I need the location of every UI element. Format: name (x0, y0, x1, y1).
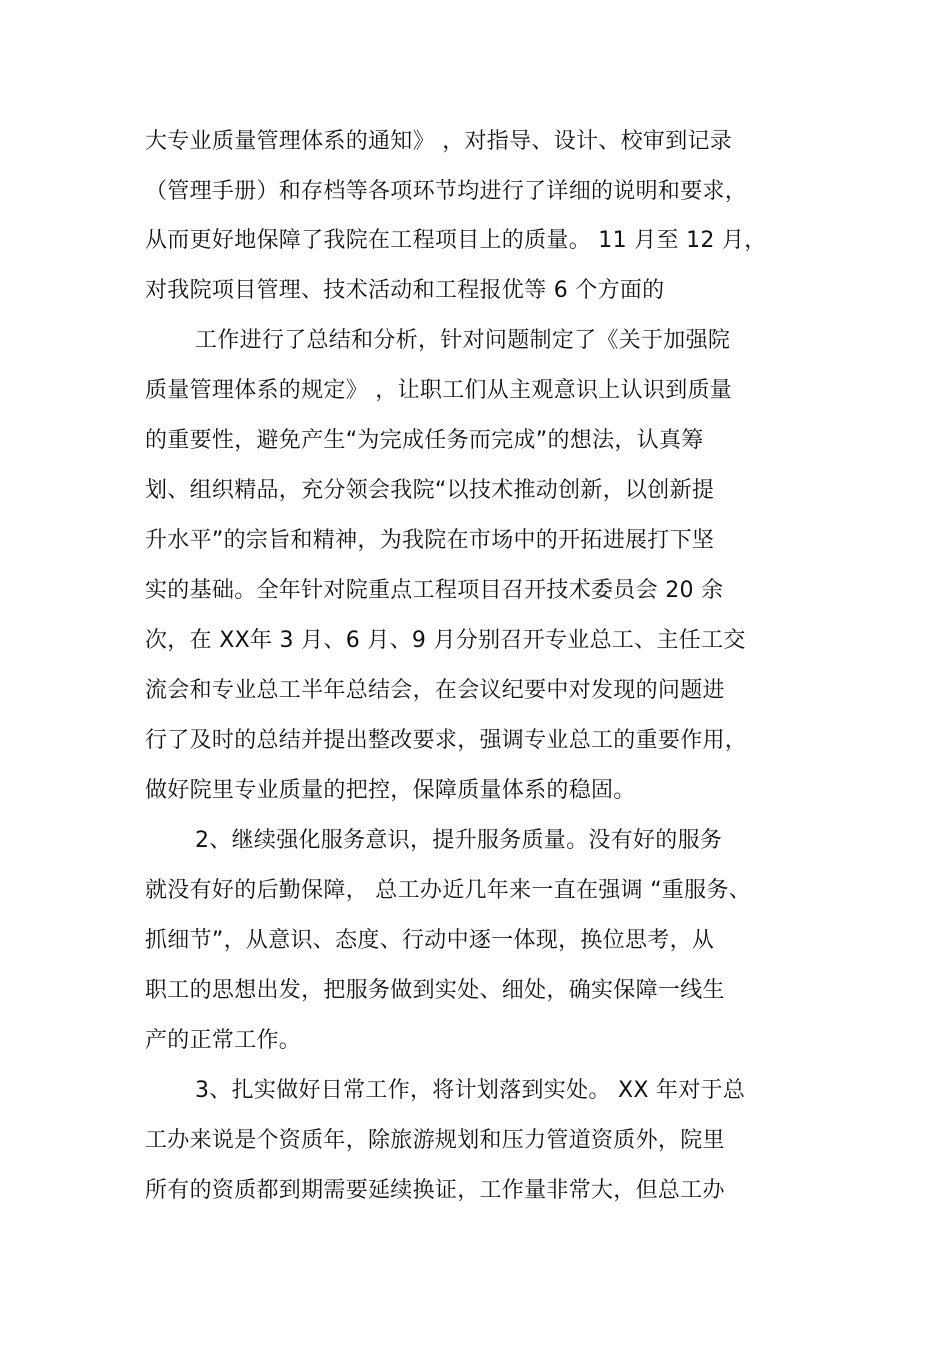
text-line-15: 2、继续强化服务意识，提升服务质量。没有好的服务 (195, 828, 723, 853)
text-line-6: 质量管理体系的规定》 ，让职工们从主观意识上认识到质量 (145, 378, 733, 403)
text-line-14: 做好院里专业质量的把控，保障质量体系的稳固。 (145, 778, 636, 803)
text-line-2: （管理手册）和存档等各项环节均进行了详细的说明和要求， (145, 179, 748, 204)
text-line-13: 行了及时的总结并提出整改要求，强调专业总工的重要作用， (145, 728, 748, 753)
text-line-8: 划、组织精品，充分领会我院“以技术推动创新，以创新提 (145, 478, 715, 503)
text-line-16: 就没有好的后勤保障， 总工办近几年来一直在强调 “重服务、 (145, 878, 752, 903)
text-line-1: 大专业质量管理体系的通知》 ，对指导、设计、校审到记录 (145, 129, 733, 154)
text-line-10: 实的基础。全年针对院重点工程项目召开技术委员会 20 余 (145, 578, 724, 603)
text-line-11: 次，在 XX年 3 月、6 月、9 月分别召开专业总工、主任工交 (145, 628, 746, 653)
text-line-5: 工作进行了总结和分析，针对问题制定了《关于加强院 (195, 328, 731, 353)
text-line-12: 流会和专业总工半年总结会，在会议纪要中对发现的问题进 (145, 678, 725, 703)
text-line-17: 抓细节”，从意识、态度、行动中逐一体现，换位思考，从 (145, 928, 715, 953)
text-line-18: 职工的思想出发，把服务做到实处、细处，确实保障一线生 (145, 978, 725, 1003)
text-line-7: 的重要性，避免产生“为完成任务而完成”的想法，认真筹 (145, 428, 704, 453)
text-line-20: 3、扎实做好日常工作，将计划落到实处。 XX 年对于总 (195, 1078, 746, 1103)
text-line-19: 产的正常工作。 (145, 1028, 302, 1053)
text-line-9: 升水平”的宗旨和精神，为我院在市场中的开拓进展打下坚 (145, 528, 715, 553)
text-line-22: 所有的资质都到期需要延续换证，工作量非常大，但总工办 (145, 1178, 725, 1203)
text-line-4: 对我院项目管理、技术活动和工程报优等 6 个方面的 (145, 278, 665, 303)
text-line-21: 工办来说是个资质年，除旅游规划和压力管道资质外，院里 (145, 1128, 725, 1153)
text-line-3: 从而更好地保障了我院在工程项目上的质量。 11 月至 12 月， (145, 228, 767, 253)
